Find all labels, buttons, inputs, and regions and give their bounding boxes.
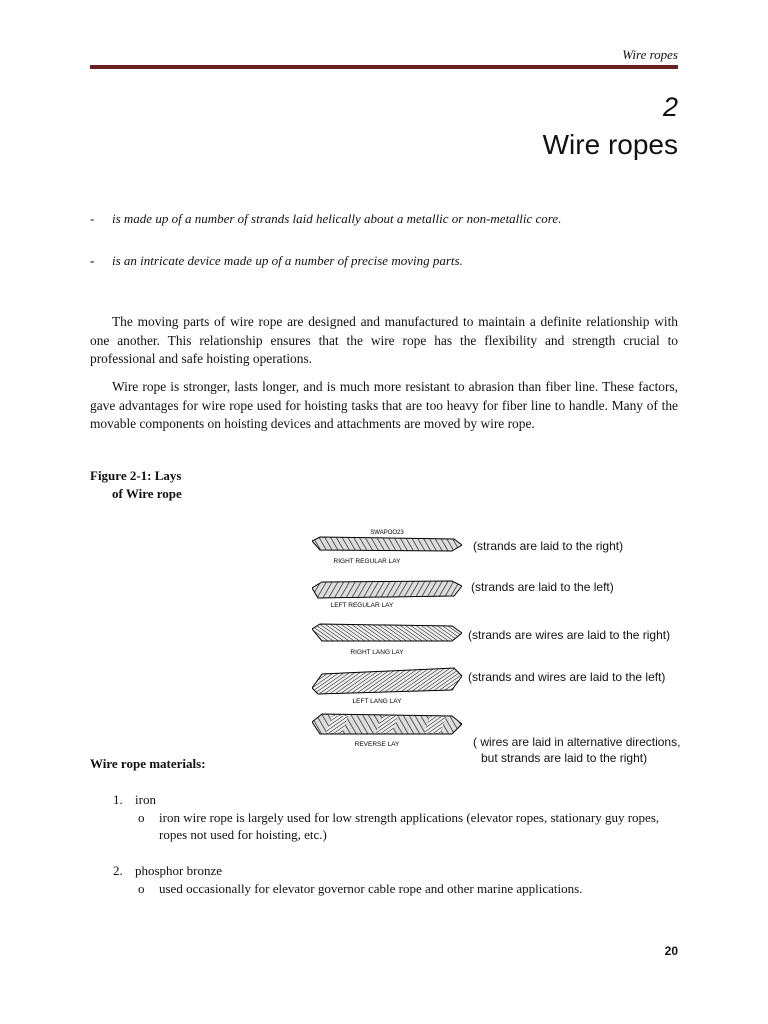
left-regular-lay-illustration (312, 576, 462, 610)
lay-name: RIGHT REGULAR LAY (333, 558, 401, 565)
sub-bullet-marker: o (138, 810, 145, 825)
body-paragraph: The moving parts of wire rope are designed and manufactured to maintain a definite relationship with one another. This relationship ensures that the wire rope has the flexibility and strength crucial to professional and safe hoisting operations. (90, 314, 678, 366)
running-header-title: Wire ropes (622, 47, 678, 62)
figure-caption-line2: of Wire rope (112, 486, 182, 501)
rope-shape (312, 668, 462, 694)
material-name: phosphor bronze (135, 863, 223, 878)
right-lang-lay-illustration (312, 619, 462, 657)
lay-name: LEFT REGULAR LAY (330, 602, 394, 609)
material-list-item (113, 792, 156, 808)
figure-caption (90, 467, 290, 503)
material-detail-text: used occasionally for elevator governor cable rope and other marine applications. (159, 881, 583, 896)
chapter-number: 2 (662, 92, 678, 122)
lay-description (473, 734, 680, 766)
bullet-text: is made up of a number of strands laid helically about a metallic or non-metallic core. (112, 211, 562, 226)
chapter-title: Wire ropes (542, 129, 678, 160)
definition-bullet (90, 253, 680, 269)
material-detail (138, 809, 683, 843)
lay-description: (strands are laid to the left) (471, 580, 614, 594)
lay-name: REVERSE LAY (354, 741, 400, 748)
rope-shape (312, 537, 462, 551)
material-detail (138, 880, 683, 897)
lay-description: (strands are laid to the right) (473, 539, 624, 553)
lay-description-line1: ( wires are laid in alternative directions, (473, 735, 681, 749)
body-paragraph: Wire rope is stronger, lasts longer, and is much more resistant to abrasion than fiber line. These factors, gave advantages for wire rope used for hoisting tasks that are too heavy for fiber line to handle. Many of the movable components on hoisting devices and attachments are moved by wire rope. (90, 379, 678, 431)
rope-shape (312, 581, 462, 598)
definition-bullet (90, 211, 680, 227)
bullet-dash: - (90, 253, 95, 268)
material-name: iron (135, 792, 156, 807)
list-number: 2. (113, 863, 123, 878)
material-detail-text: iron wire rope is largely used for low strength applications (elevator ropes, stationary guy ropes, ropes not used for hoisting, etc.) (159, 810, 660, 842)
lay-description: (strands and wires are laid to the left) (468, 670, 666, 684)
header-rule (90, 65, 678, 69)
figure-caption-line1: Figure 2-1: Lays (90, 468, 182, 483)
left-lang-lay-illustration (312, 662, 462, 706)
lay-name: RIGHT LANG LAY (350, 649, 404, 656)
list-number: 1. (113, 792, 123, 807)
sub-bullet-marker: o (138, 881, 145, 896)
reverse-lay-illustration (312, 708, 462, 752)
figure-code: SWAPOO23 (370, 530, 404, 536)
bullet-dash: - (90, 211, 95, 226)
rope-shape (312, 624, 462, 641)
right-regular-lay-illustration (312, 526, 462, 570)
bullet-text: is an intricate device made up of a number of precise moving parts. (112, 253, 463, 268)
running-header (90, 45, 678, 70)
lay-name: LEFT LANG LAY (352, 698, 402, 705)
lay-description: (strands are wires are laid to the right) (468, 628, 671, 642)
lay-description-line2: but strands are laid to the right) (481, 751, 648, 765)
page-number: 20 (664, 944, 678, 958)
material-list-item (113, 863, 222, 879)
materials-heading: Wire rope materials: (90, 756, 206, 771)
